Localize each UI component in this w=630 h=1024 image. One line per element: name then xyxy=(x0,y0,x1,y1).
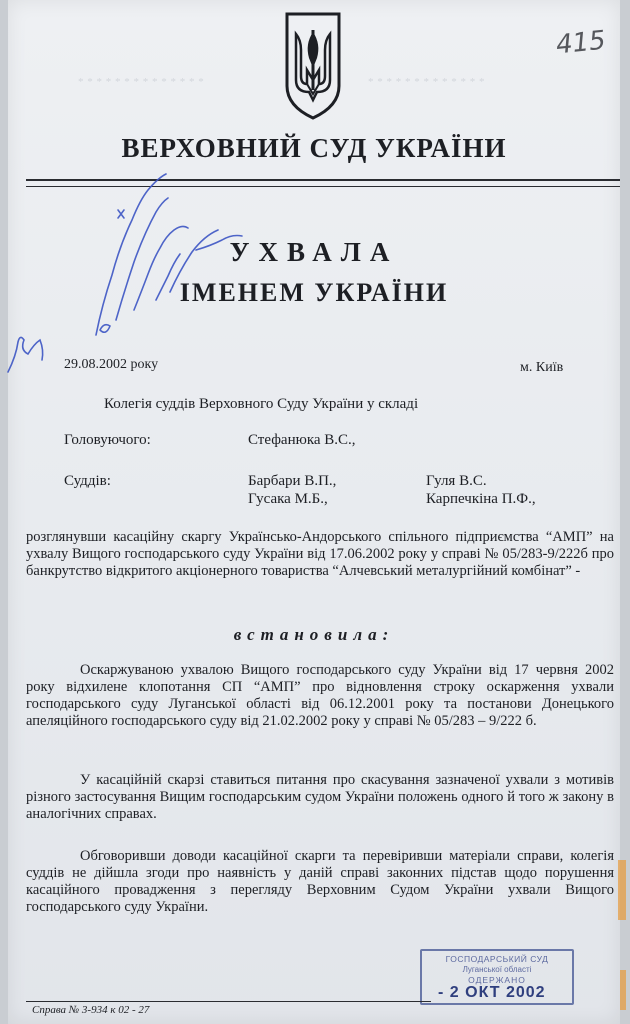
document-page xyxy=(8,0,620,1024)
document-type: УХВАЛА xyxy=(229,237,399,267)
judges-label: Суддів: xyxy=(64,473,111,489)
resolved-heading: встановила: xyxy=(233,625,395,644)
body-paragraph: У касаційній скарзі ставиться питання про скасування зазначеної ухвали з мотивів різного застосування Вищим господарським судом України положень одного й того ж закону в аналогічних справах. xyxy=(26,772,614,822)
received-stamp xyxy=(420,949,574,1005)
page-number-handwritten: 415 xyxy=(554,25,608,61)
judge-name: Гуля В.С. xyxy=(426,473,487,489)
stamp-line: ГОСПОДАРСЬКИЙ СУД xyxy=(445,954,549,964)
presiding-judge-name: Стефанюка В.С., xyxy=(248,432,356,448)
intro-paragraph: розглянувши касаційну скаргу Українсько-Андорського спільного підприємства “АМП” на ухвалу Вищого господарського суду України від 17.06.2002 року у справі № 05/283-9/222б про банкрутство відкритого акціонерного товариства “Алчевський металургійний комбінат” - xyxy=(26,529,614,579)
presiding-label: Головуючого: xyxy=(64,432,151,448)
bleed-through-text: * * * * * * * * * * * * * * xyxy=(78,76,205,88)
judge-name: Карпечкіна П.Ф., xyxy=(426,491,536,507)
stamp-line: ОДЕРЖАНО xyxy=(468,975,526,985)
panel-intro: Колегія суддів Верховного Суду України у складі xyxy=(104,396,419,412)
judge-name: Гусака М.Б., xyxy=(248,491,328,507)
court-title: ВЕРХОВНИЙ СУД УКРАЇНИ xyxy=(121,133,507,163)
edge-mark xyxy=(618,860,626,920)
case-reference: Справа № 3-934 к 02 - 27 xyxy=(32,1004,150,1016)
body-paragraph: Оскаржуваною ухвалою Вищого господарського суду України від 17 червня 2002 року відхилене клопотання СП “АМП” про відновлення строку оскарження ухвали господарського суду Луганської області від 06.12.2001 року та постанови Донецького апеляційного господарського суду від 21.02.2002 року у справі № 05/283 – 9/222 б. xyxy=(26,662,614,729)
document-subtitle: ІМЕНЕМ УКРАЇНИ xyxy=(179,278,449,307)
judge-name: Барбари В.П., xyxy=(248,473,337,489)
document-city: м. Київ xyxy=(520,360,564,375)
edge-mark xyxy=(620,970,626,1010)
header-divider xyxy=(26,179,620,181)
stamp-line: Луганської області xyxy=(462,965,532,974)
stamp-date: - 2 ОКТ 2002 xyxy=(438,984,546,1001)
bleed-through-text: * * * * * * * * * * * * * xyxy=(368,76,485,88)
document-date: 29.08.2002 року xyxy=(64,357,159,372)
coat-of-arms-icon xyxy=(283,10,343,122)
footer-divider xyxy=(26,1001,431,1002)
header-divider-thin xyxy=(26,186,620,187)
body-paragraph: Обговоривши доводи касаційної скарги та перевіривши матеріали справи, колегія суддів не дійшла згоди про наявність у даній справі законних підстав щодо порушення касаційного провадження з перегляду Верховним Судом України ухвали Вищого господарського суду України. xyxy=(26,848,614,915)
